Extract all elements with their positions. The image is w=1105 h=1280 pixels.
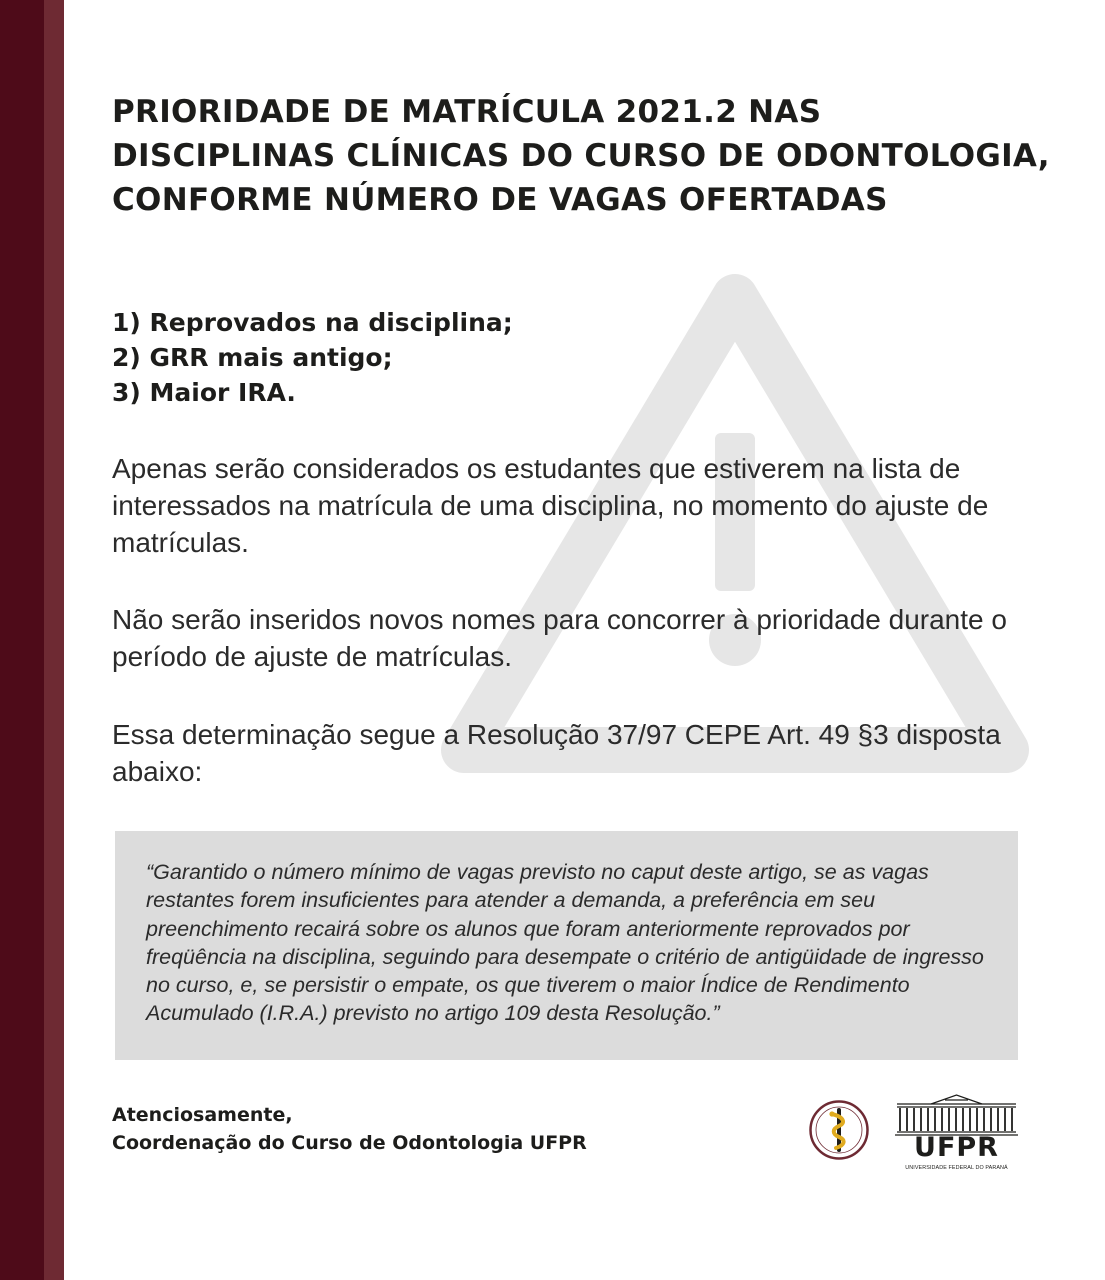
caduceus-emblem-icon [808,1099,870,1161]
signature-sender: Coordenação do Curso de Odontologia UFPR [112,1132,587,1154]
left-accent-stripe-light [44,0,64,1280]
signature-greeting: Atenciosamente, [112,1104,293,1126]
ufpr-full-name: UNIVERSIDADE FEDERAL DO PARANÁ [905,1165,1008,1171]
university-building-icon [893,1093,1020,1137]
list-item: 3) Maior IRA. [112,378,296,407]
ufpr-acronym: UFPR [914,1132,999,1163]
list-item: 1) Reprovados na disciplina; [112,308,513,337]
list-item: 2) GRR mais antigo; [112,343,393,372]
paragraph-resolution-reference: Essa determinação segue a Resolução 37/97 CEPE Art. 49 §3 disposta abaixo: [112,719,1001,787]
priority-list [112,305,1052,410]
resolution-quote-box [115,831,1018,1060]
paragraph-eligibility: Apenas serão considerados os estudantes que estiverem na lista de interessados na matrícula de uma disciplina, no momento do ajuste de matrículas. [112,453,989,558]
signature [112,1101,587,1157]
paragraph-no-new-names: Não serão inseridos novos nomes para concorrer à prioridade durante o período de ajuste de matrículas. [112,604,1007,672]
page-title: PRIORIDADE DE MATRÍCULA 2021.2 NAS DISCIPLINAS CLÍNICAS DO CURSO DE ODONTOLOGIA, CONFORME NÚMERO DE VAGAS OFERTADAS [112,94,1050,218]
left-accent-stripe-dark [0,0,44,1280]
resolution-quote-text: “Garantido o número mínimo de vagas previsto no caput deste artigo, se as vagas restantes forem insuficientes para atender a demanda, a preferência em seu preenchimento recairá sobre os alunos que foram anteriormente reprovados por freqüência na disciplina, seguindo para desempate o critério de antigüidade de ingresso no curso, e, se persistir o empate, os que tiverem o maior Índice de Rendimento Acumulado (I.R.A.) previsto no artigo 109 desta Resolução.” [146,860,984,1026]
ufpr-logo [893,1093,1020,1175]
